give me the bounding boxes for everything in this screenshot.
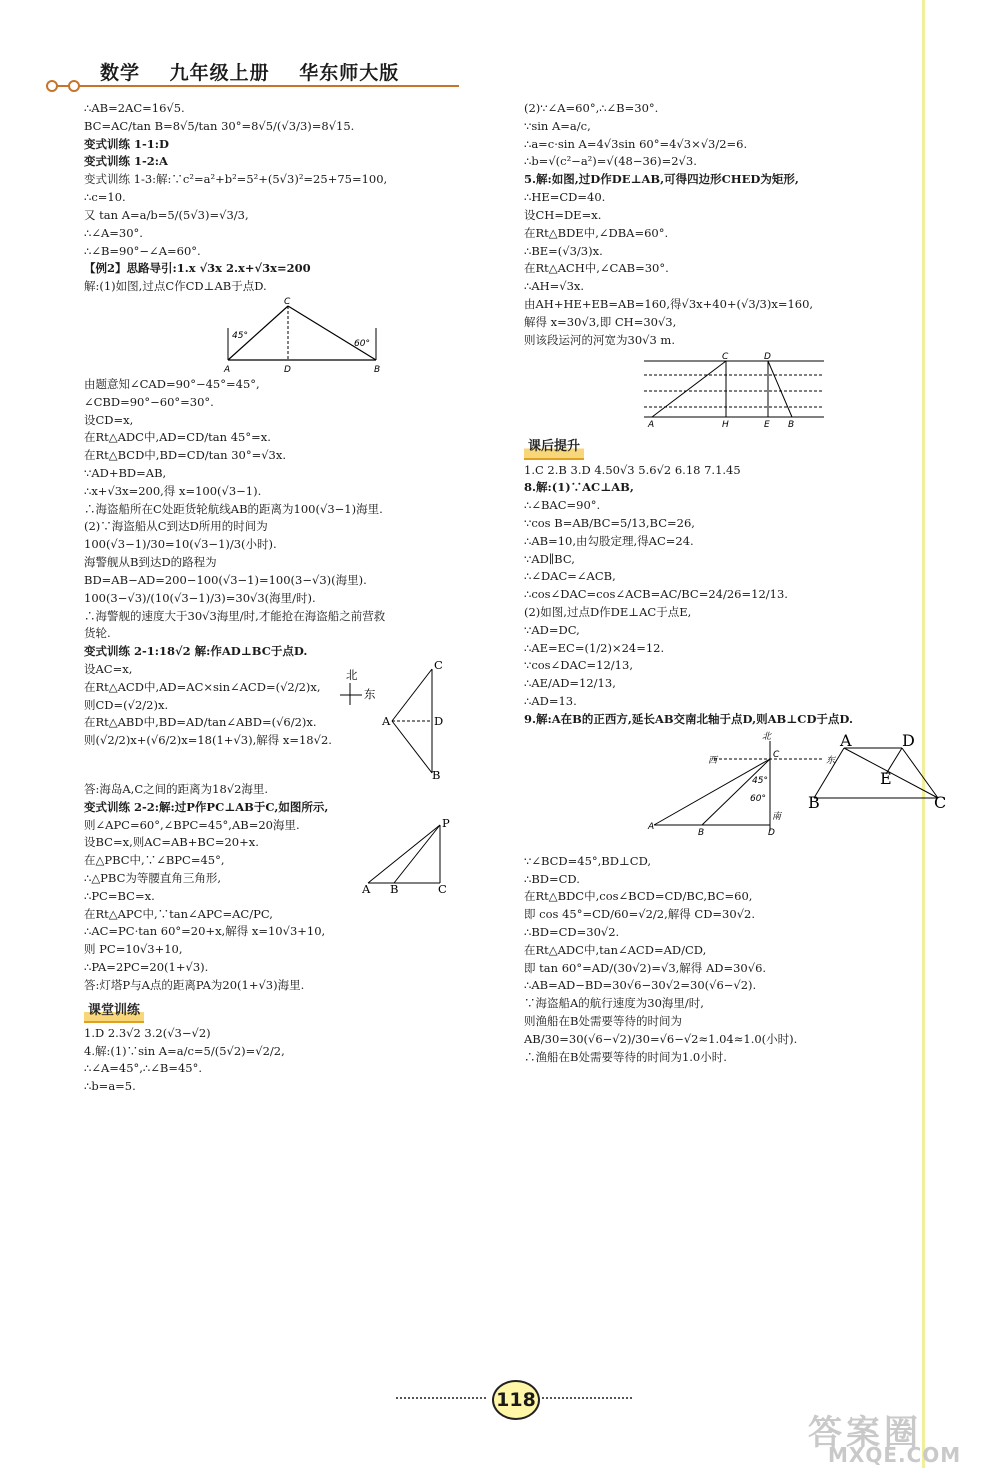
text-line: ∴AE/AD=12/13, [524,676,616,691]
point-label: B [808,793,820,812]
point-label: C [284,296,291,307]
text-line: ∴∠B=90°−∠A=60°. [84,243,201,258]
point-label: E [880,769,892,788]
watermark-url: MXQE.COM [828,1443,962,1467]
text-line: ∴海警舰的速度大于30√3海里/时,才能抢在海盗船之前营救 [84,608,386,623]
point-label: A [224,364,231,375]
angle-label: 60° [354,338,370,349]
text-line: ∵sin A=a/c, [524,118,591,133]
point-label: B [431,767,441,782]
text-line: 又 tan A=a/b=5/(5√3)=√3/3, [84,207,249,222]
text-line: ∴cos∠DAC=cos∠ACB=AC/BC=24/26=12/13. [524,587,788,602]
compass-label: 北 [762,731,772,742]
text-line: ∴∠DAC=∠ACB, [524,569,616,584]
text-line: (2)∵∠A=60°,∴∠B=30°. [524,101,659,115]
text-line: 设BC=x,则AC=AB+BC=20+x. [84,835,259,850]
text-line: 则该段运河的河宽为30√3 m. [524,332,675,347]
problem-8-block [524,497,924,711]
point-label: D [433,713,444,728]
point-label: E [764,420,770,431]
text-line: 在Rt△BCD中,BD=CD/tan 30°=√3x. [84,448,287,463]
text-line: ∴海盗船所在C处距货轮航线AB的距离为100(√3−1)海里. [84,501,383,516]
point-label: B [374,364,381,375]
text-line: 在Rt△BDC中,cos∠BCD=CD/BC,BC=60, [524,889,753,904]
text-line: 【例2】思路导引:1.x √3x 2.x+√3x=200 [84,261,311,276]
header-rule [44,72,474,94]
figure-variant-2-2 [360,817,460,897]
point-label: A [648,420,655,431]
text-line: 变式训练 1-1:D [84,136,169,151]
text-line: 变式训练 1-2:A [84,154,168,169]
text-line: 4.解:(1)∵sin A=a/c=5/(5√2)=√2/2, [84,1043,285,1058]
point-label: A [648,821,655,832]
text-line: 则∠APC=60°,∠BPC=45°,AB=20海里. [84,817,300,832]
text-line: ∴AB=10,由勾股定理,得AC=24. [524,533,694,548]
point-label: P [441,815,450,830]
text-line: ∵AD+BD=AB, [84,466,167,480]
text-line: ∵cos B=AB/BC=5/13,BC=26, [524,515,695,530]
text-line: 设AC=x, [84,661,133,676]
text-line: ∴x+√3x=200,得 x=100(√3−1). [84,483,262,498]
header-grade: 九年级上册 [169,62,270,84]
text-line: ∴BE=(√3/3)x. [524,243,603,258]
text-line: BC=AC/tan B=8√5/tan 30°=8√5/(√3/3)=8√15. [84,118,355,133]
watermark-title: 答案圈 [808,1413,922,1453]
section-heading: 课后提升 [524,437,584,459]
text-line: ∴∠A=45°,∴∠B=45°. [84,1061,203,1076]
right-column [524,100,924,1066]
text-line: ∴△PBC为等腰直角三角形, [84,871,222,885]
text-line: ∴PA=2PC=20(1+√3). [84,960,209,975]
text-line: 变式训练 1-3:解:∵c²=a²+b²=5²+(5√3)²=25+75=100, [84,172,388,187]
text-line: 由AH+HE+EB=AB=160,得√3x+40+(√3/3)x=160, [524,296,814,311]
text-line: BD=AB−AD=200−100(√3−1)=100(3−√3)(海里). [84,572,367,587]
text-line: 在Rt△APC中,∵tan∠APC=AC/PC, [84,906,273,921]
point-label: C [722,352,729,363]
compass-label: 北 [345,667,358,682]
text-line: 货轮. [84,626,111,641]
header-subject: 数学 [100,62,141,84]
text-line: 100(3−√3)/(10(√3−1)/3)=30√3(海里/时). [84,590,316,605]
text-line: 1.C 2.B 3.D 4.50√3 5.6√2 6.18 7.1.45 [524,462,741,477]
text-line: 在Rt△ADC中,AD=CD/tan 45°=x. [84,430,271,445]
compass-label: 西 [708,755,718,766]
text-line: 由题意知∠CAD=90°−45°=45°, [84,376,260,391]
text-line: 在Rt△BDE中,∠DBA=60°. [524,225,669,240]
text-line: ∴AD=13. [524,694,577,709]
text-line: ∴AC=PC·tan 60°=20+x,解得 x=10√3+10, [84,924,326,939]
text-line: 100(√3−1)/30=10(√3−1)/3(小时). [84,537,277,552]
text-line: ∵AD=DC, [524,622,580,637]
text-line: ∴AB=2AC=16√5. [84,101,185,115]
angle-label: 60° [750,793,766,804]
text-line: ∵cos∠DAC=12/13, [524,658,633,673]
text-line: 5.解:如图,过D作DE⊥AB,可得四边形CHED为矩形, [524,172,799,187]
text-line: 变式训练 2-1:18√2 解:作AD⊥BC于点D. [84,644,308,659]
point-label: C [934,793,947,812]
figure-problem-8 [806,731,947,812]
compass-label: 南 [772,811,782,822]
text-line: ∴AE=EC=(1/2)×24=12. [524,640,665,655]
compass-label: 东 [826,755,836,766]
text-line: 解得 x=30√3,即 CH=30√3, [524,314,677,329]
text-line: ∴PC=BC=x. [84,888,155,903]
text-line: ∠CBD=90°−60°=30°. [84,394,214,409]
text-line: 则渔船在B处需要等待的时间为 [524,1014,682,1029]
text-line: ∵∠BCD=45°,BD⊥CD, [524,853,652,868]
text-line: ∴a=c·sin A=4√3sin 60°=4√3×√3/2=6. [524,136,748,151]
point-label: C [773,749,780,760]
text-line: ∴b=a=5. [84,1079,136,1094]
watermark [808,1405,962,1467]
text-line: 答:灯塔P与A点的距离PA为20(1+√3)海里. [84,977,305,992]
text-line: 解:(1)如图,过点C作CD⊥AB于点D. [84,279,267,294]
text-line: 设CH=DE=x. [524,207,602,222]
point-label: B [389,881,399,896]
compass-label: 东 [363,686,376,701]
page-dots-left [396,1397,486,1401]
text-line: 在Rt△ADC中,tan∠ACD=AD/CD, [524,942,707,957]
point-label: D [764,352,771,363]
text-line: ∴AB=AD−BD=30√6−30√2=30(√6−√2). [524,978,757,993]
point-label: C [433,657,443,672]
text-line: 设CD=x, [84,412,134,427]
left-column [84,100,504,1096]
variant-2-2-block [84,817,504,906]
text-line: ∵海盗船A的航行速度为30海里/时, [524,996,704,1011]
text-line: 9.解:A在B的正西方,延长AB交南北轴于点D,则AB⊥CD于点D. [524,711,853,726]
text-line: 则(√2/2)x+(√6/2)x=18(1+√3),解得 x=18√2. [84,733,332,748]
point-label: D [768,827,775,838]
text-line: ∴BD=CD. [524,871,580,886]
point-label: B [698,827,705,838]
text-line: ∴∠A=30°. [84,225,143,240]
page-number: 118 [492,1380,540,1420]
text-line: 答:海岛A,C之间的距离为18√2海里. [84,781,269,796]
text-line: 在Rt△ABD中,BD=AD/tan∠ABD=(√6/2)x. [84,715,317,730]
text-line: (2)如图,过点D作DE⊥AC于点E, [524,605,692,620]
text-line: ∴c=10. [84,190,126,205]
text-line: 即 cos 45°=CD/60=√2/2,解得 CD=30√2. [524,907,755,922]
point-label: D [284,364,291,375]
angle-label: 45° [232,330,248,341]
text-line: 在Rt△ACH中,∠CAB=30°. [524,261,669,276]
text-line: 则 PC=10√3+10, [84,942,183,957]
point-label: H [722,420,729,431]
text-line: (2)∵海盗船从C到达D所用的时间为 [84,519,268,534]
figure-river [634,351,854,429]
figure-variant-2-1 [332,657,444,782]
section-heading: 课堂训练 [84,1001,144,1023]
text-line: ∴BD=CD=30√2. [524,924,620,939]
text-line: 变式训练 2-2:解:过P作PC⊥AB于C,如图所示, [84,799,329,814]
text-line: 在Rt△ACD中,AD=AC×sin∠ACD=(√2/2)x, [84,679,321,694]
text-line: ∴∠BAC=90°. [524,498,601,513]
point-label: B [788,420,795,431]
point-label: C [437,881,447,896]
angle-label: 45° [752,775,768,786]
text-line: 8.解:(1)∵AC⊥AB, [524,480,634,495]
text-line: 在△PBC中,∵∠BPC=45°, [84,853,225,868]
text-line: 即 tan 60°=AD/(30√2)=√3,解得 AD=30√6. [524,960,767,975]
point-label: A [840,731,852,750]
point-label: A [381,713,391,728]
text-line: ∵AD∥BC, [524,551,575,566]
point-label: A [361,881,370,896]
text-line: 海警舰从B到达D的路程为 [84,555,217,570]
header-edition: 华东师大版 [299,62,400,84]
text-line: ∴b=√(c²−a²)=√(48−36)=2√3. [524,154,697,169]
text-line: AB/30=30(√6−√2)/30=√6−√2≈1.04≈1.0(小时). [524,1031,798,1046]
text-line: 则CD=(√2/2)x. [84,697,169,712]
text-line: 1.D 2.3√2 3.2(√3−√2) [84,1025,211,1040]
figure-example2 [214,298,514,374]
point-label: D [902,731,915,750]
text-line: ∴HE=CD=40. [524,190,606,205]
page-dots-right [542,1397,632,1401]
variant-2-1-block [84,657,504,782]
text-line: ∴渔船在B处需要等待的时间为1.0小时. [524,1049,727,1064]
text-line: ∴AH=√3x. [524,279,585,294]
